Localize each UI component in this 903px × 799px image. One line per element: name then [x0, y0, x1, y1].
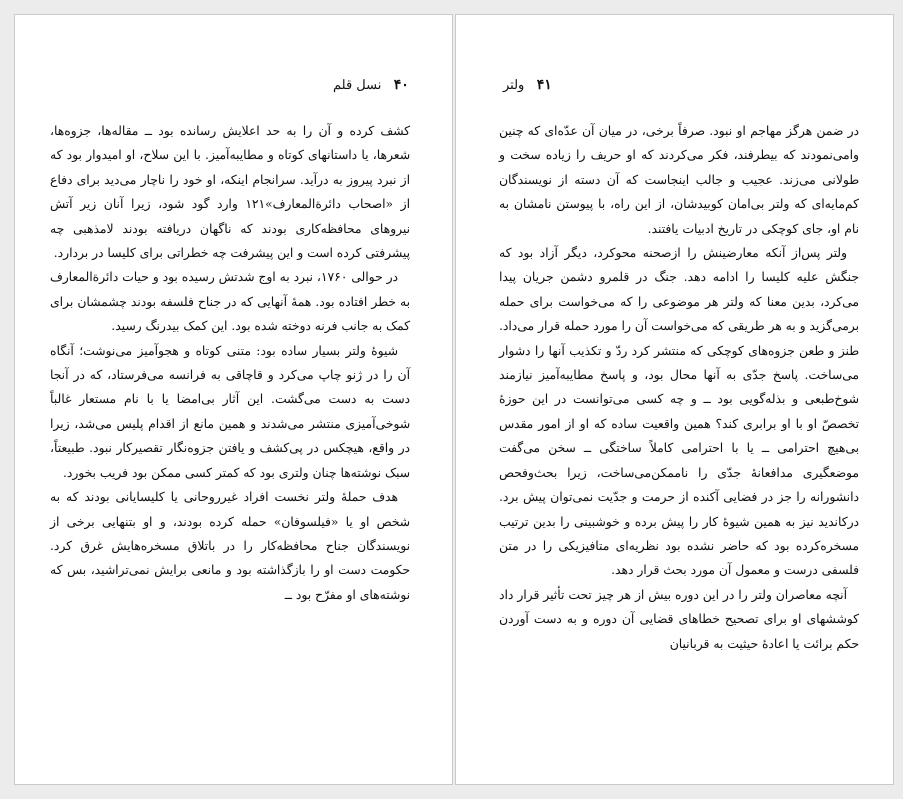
left-page — [14, 14, 453, 785]
paragraph: آنچه معاصران ولتر را در این دوره بیش از هر چیز تحت تأثیر قرار داد کوششهای او برای تصحیح خطاهای قضایی آن دوره و به دست آوردن حکم برائت یا اعادهٔ حیثیت به قربانیان — [499, 587, 859, 651]
right-page — [455, 14, 894, 785]
left-page-body — [50, 119, 410, 607]
left-running-head: نسل قلم — [333, 78, 382, 93]
paragraph: شیوهٔ ولتر بسیار ساده بود: متنی کوتاه و هجوآمیز می‌نوشت؛ آنگاه آن را در ژنو چاپ می‌کرد و قاچاقی به فرانسه می‌فرستاد، که در آنجا دست به دست می‌گشت. این آثار بی‌امضا یا با نام مستعار غالباً شوخی‌آمیزی منتشر می‌شدند و همین مانع از اقدام پلیس می‌شد، زیرا در واقع، هیچکس در پی‌کشف و یافتن جزوه‌نگار تقصیرکار نبود. طبیعتاً، سبک نوشته‌ها چنان ولتری بود که کمتر کسی ممکن بود فریب بخورد. — [50, 343, 410, 480]
left-page-header — [333, 77, 409, 93]
paragraph: در حوالی ۱۷۶۰، نبرد به اوج شدتش رسیده بود و حیات دائرةالمعارف به خطر افتاده بود. همهٔ آنهایی که در جناح فلسفه بودند چشمشان برای کمک به جانب فرنه دوخته شده بود. این کمک بیدرنگ رسید. — [50, 270, 410, 334]
right-page-body — [499, 119, 859, 656]
left-page-number: ۴۰ — [393, 77, 409, 93]
paragraph: هدف حملهٔ ولتر نخست افراد غیرروحانی یا کلیسایانی بودند که به شخص او یا «فیلسوفان» حمله کرده بودند، و او بتنهایی برخی از نویسندگان جناح محافظه‌کار را در باتلاق مسخره‌هایش غرق کرد. حکومت دست او را بازگذاشته بود و مانعی برایش نمی‌تراشید، بس که نوشته‌های او مفرّح بود ــ — [50, 490, 410, 602]
paragraph: در ضمن هرگز مهاجم او نبود. صرفاً برخی، در میان آن عدّه‌ای که چنین وامی‌نمودند که بیطرفند، فکر می‌کردند که او حریف را زیاده سخت و طولانی می‌زند. عجیب و جالب اینجاست که آن دسته از نویسندگان کم‌مایه‌ای که ولتر بی‌امان کوبیدشان، از این راه، با پیوستن نامشان به نام او، جای کوچکی در تاریخ ادبیات یافتند. — [499, 124, 859, 236]
right-running-head: ولتر — [503, 78, 525, 93]
paragraph: ولتر پس‌از آنکه معارضینش را ازصحنه محوکرد، دیگر آزاد بود که جنگش علیه کلیسا را ادامه دهد. جنگ در قلمرو دشمن جریان پیدا می‌کرد، بدین معنا که ولتر هر موضوعی را که می‌خواست برای حمله برمی‌گزید و به هر طریقی که می‌خواست آن را مورد حمله قرار می‌داد. طنز و طعن جزوه‌های کوچکی که منتشر کرد ردّ و تکذیب آنها را دشوار می‌ساخت. پاسخ جدّی به آنها محال بود، و پاسخ مطایبه‌آمیز نیازمند شوخ‌طبعی و بذله‌گویی بود ــ و چه کسی می‌توانست در این حوزهٔ تخصصّ او با او برابری کند؟ همین واقعیت ساده که او از امور مقدس بی‌هیچ احترامی ــ یا با احترامی کاملاً ساختگی ــ سخن می‌گفت موضعگیری مدافعانهٔ جدّی را ناممکن‌می‌ساخت، زیرا بحث‌وفحص دانشورانه را جز در فضایی آکنده از حرمت و جدّیت نمی‌توان پیش برد. درکاندید نیز به همین شیوهٔ کار را پیش برده و خوشبینی را بدین ترتیب مسخره‌کرده بود که حاضر نشده بود نظریه‌ای متافیزیکی را در متن فلسفی درست و معمول آن مورد بحث قرار دهد. — [499, 246, 859, 578]
paragraph: کشف کرده و آن را به حد اعلایش رسانده بود ــ مقاله‌ها، جزوه‌ها، شعرها، یا داستانهای کوتاه و مطایبه‌آمیز. با این سلاح، او امیدوار بود که از نبرد پیروز به درآید. سرانجام اینکه، او خود را ناچار می‌دید برای دفاع از «اصحاب دائرةالمعارف»۱۲۱ وارد گود شود، زیرا آنان زیر آتش نیروهای محافظه‌کاری بودند که ناگهان دریافته بودند لامذهبی چه پیشرفتی کرده است و این پیشرفت چه خطراتی برای کلیسا در بردارد. — [50, 124, 410, 261]
right-page-number: ۴۱ — [536, 77, 552, 93]
right-page-header — [503, 77, 552, 93]
